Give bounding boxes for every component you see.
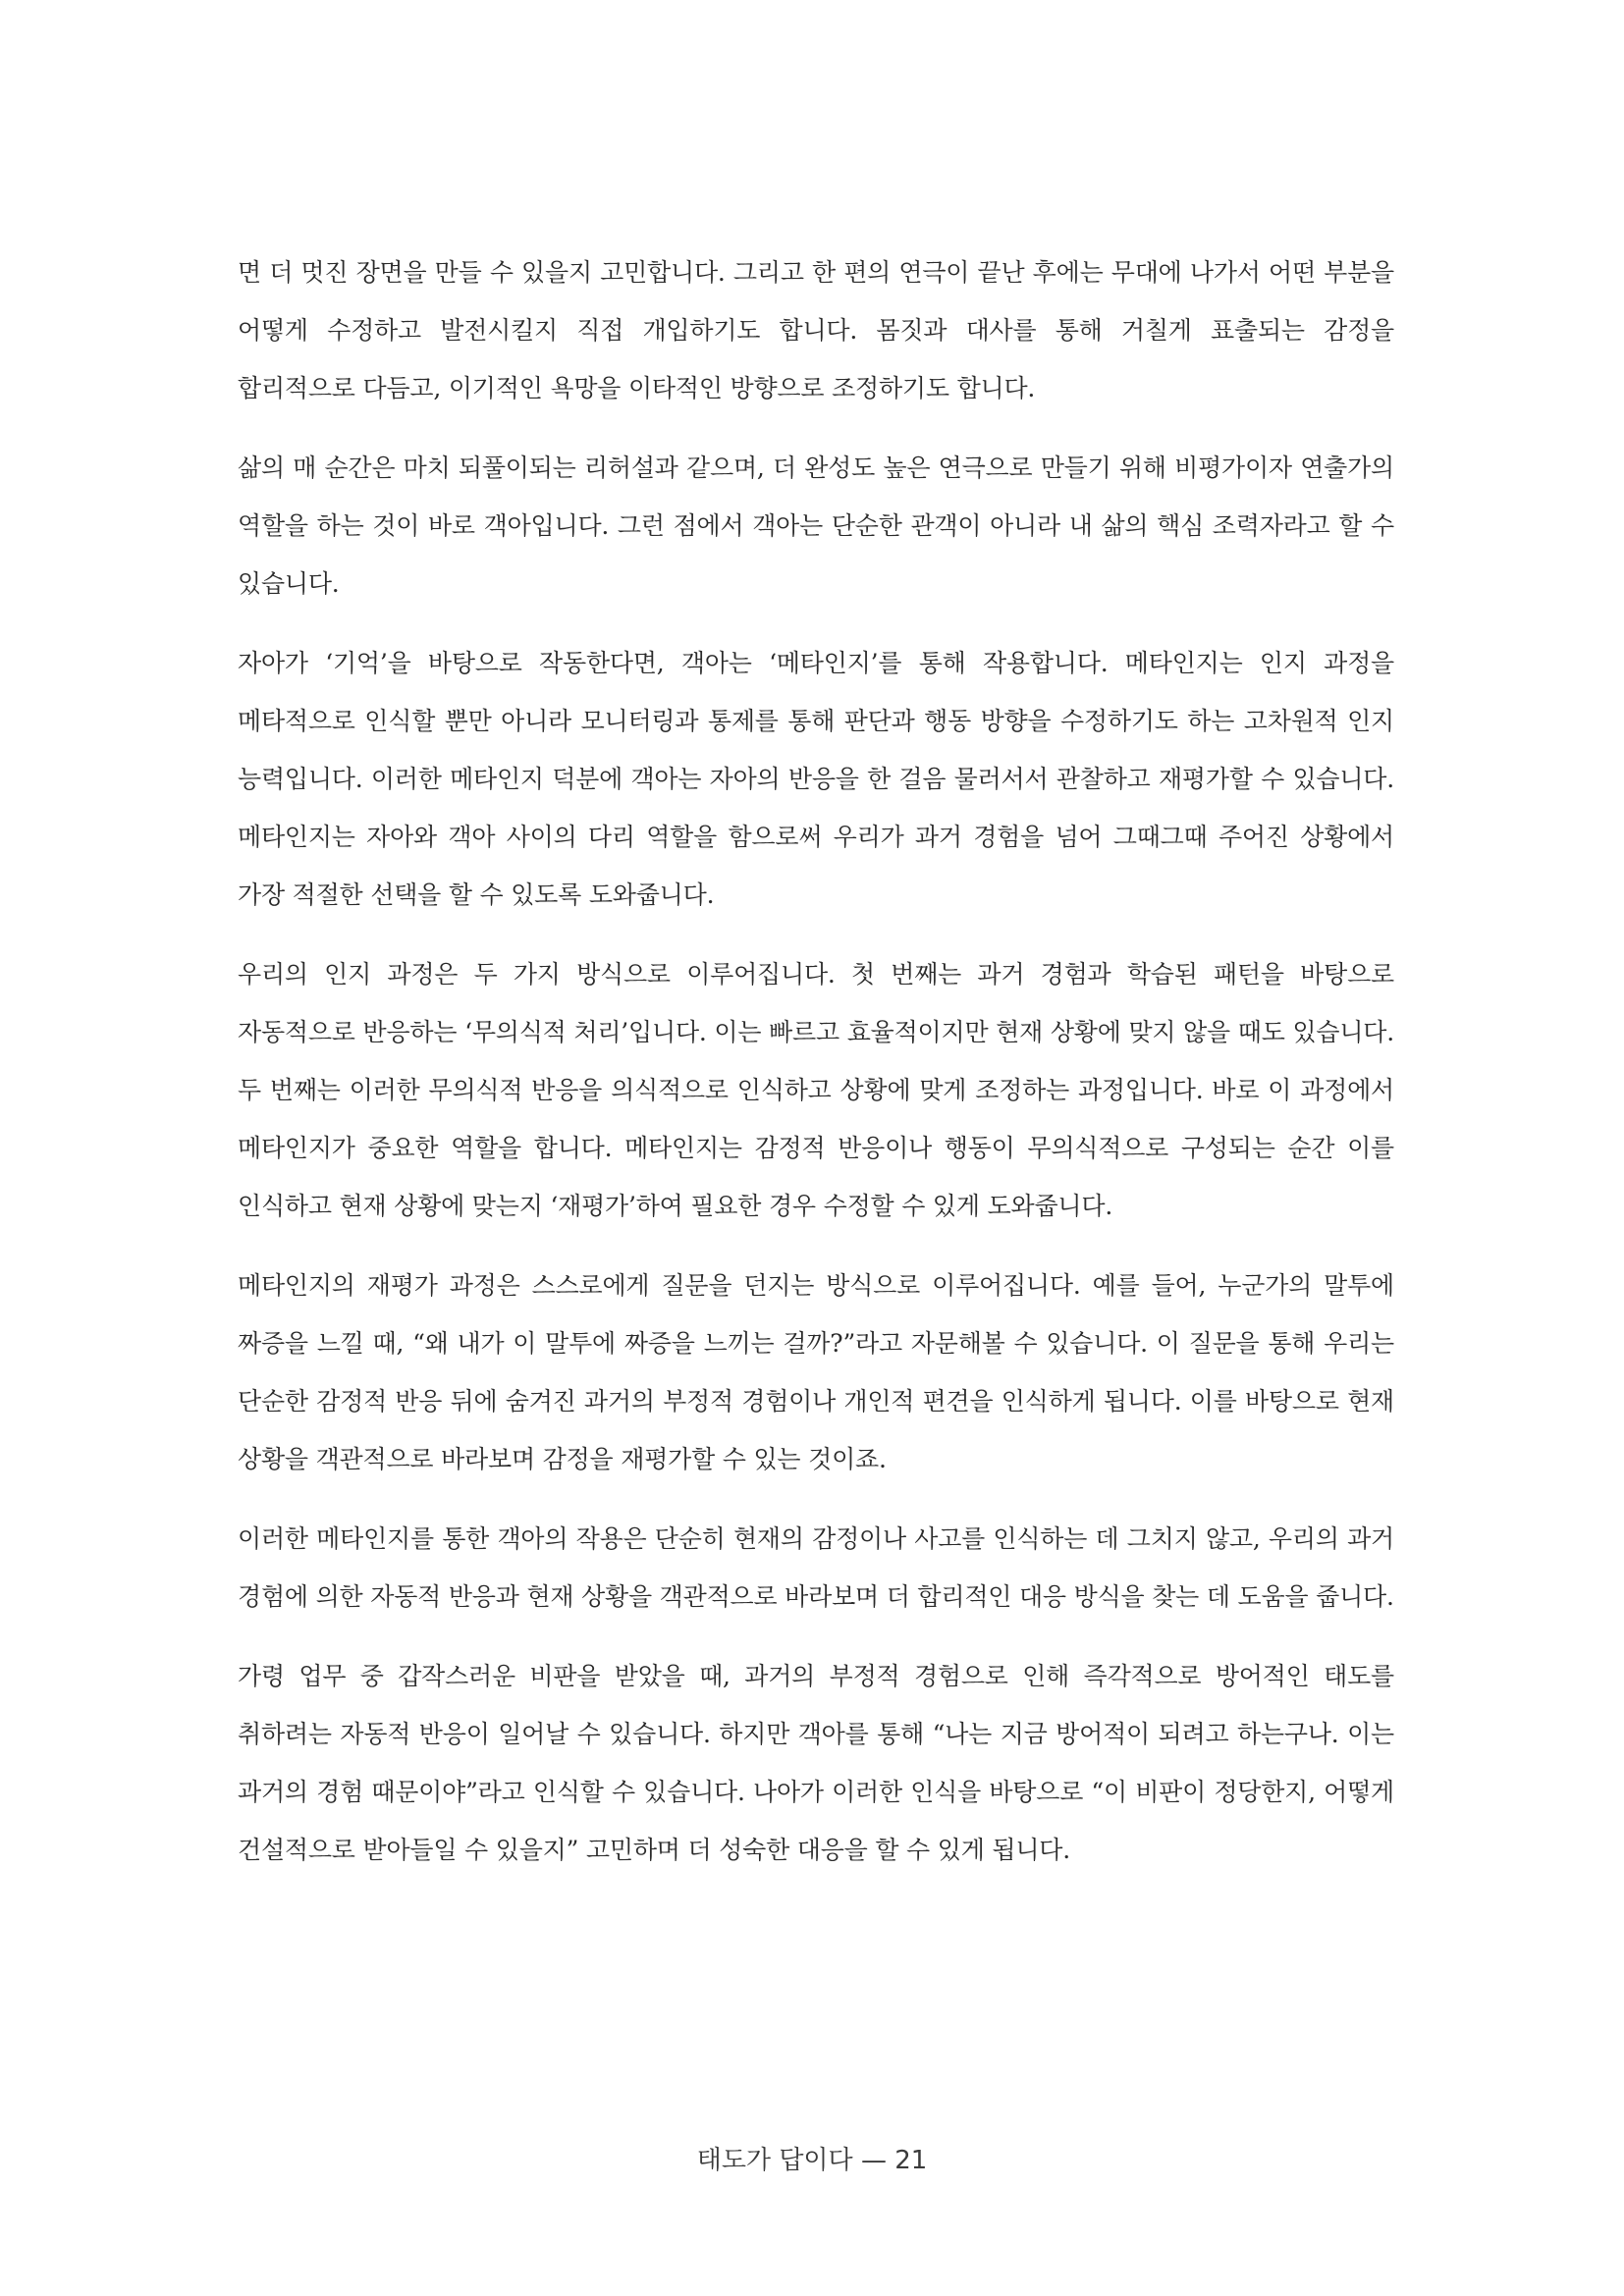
paragraph: 면 더 멋진 장면을 만들 수 있을지 고민합니다. 그리고 한 편의 연극이 끝난 후에는 무대에 나가서 어떤 부분을 어떻게 수정하고 발전시킬지 직접 개입하기도 합니다. 몸짓과 대사를 통해 거칠게 표출되는 감정을 합리적으로 다듬고, 이기적인 욕망을 이타적인 방향으로 조정하기도 합니다.	[238, 258, 1394, 402]
paragraph: 자아가 ‘기억’을 바탕으로 작동한다면, 객아는 ‘메타인지’를 통해 작용합니다. 메타인지는 인지 과정을 메타적으로 인식할 뿐만 아니라 모니터링과 통제를 통해 판단과 행동 방향을 수정하기도 하는 고차원적 인지 능력입니다. 이러한 메타인지 덕분에 객아는 자아의 반응을 한 걸음 물러서서 관찰하고 재평가할 수 있습니다. 메타인지는 자아와 객아 사이의 다리 역할을 함으로써 우리가 과거 경험을 넘어 그때그때 주어진 상황에서 가장 적절한 선택을 할 수 있도록 도와줍니다.	[238, 649, 1394, 909]
paragraph: 삶의 매 순간은 마치 되풀이되는 리허설과 같으며, 더 완성도 높은 연극으로 만들기 위해 비평가이자 연출가의 역할을 하는 것이 바로 객아입니다. 그런 점에서 객아는 단순한 관객이 아니라 내 삶의 핵심 조력자라고 할 수 있습니다.	[238, 454, 1394, 598]
footer-separator: —	[860, 2146, 887, 2175]
paragraph: 우리의 인지 과정은 두 가지 방식으로 이루어집니다. 첫 번째는 과거 경험과 학습된 패턴을 바탕으로 자동적으로 반응하는 ‘무의식적 처리’입니다. 이는 빠르고 효율적이지만 현재 상황에 맞지 않을 때도 있습니다. 두 번째는 이러한 무의식적 반응을 의식적으로 인식하고 상황에 맞게 조정하는 과정입니다. 바로 이 과정에서 메타인지가 중요한 역할을 합니다. 메타인지는 감정적 반응이나 행동이 무의식적으로 구성되는 순간 이를 인식하고 현재 상황에 맞는지 ‘재평가’하여 필요한 경우 수정할 수 있게 도와줍니다.	[238, 960, 1394, 1220]
body-text	[238, 243, 1394, 1900]
footer-page-number: 21	[894, 2146, 928, 2175]
footer-book-title: 태도가 답이다	[696, 2146, 853, 2175]
page-footer	[0, 2140, 1624, 2176]
paragraph: 이러한 메타인지를 통한 객아의 작용은 단순히 현재의 감정이나 사고를 인식하는 데 그치지 않고, 우리의 과거 경험에 의한 자동적 반응과 현재 상황을 객관적으로 바라보며 더 합리적인 대응 방식을 찾는 데 도움을 줍니다.	[238, 1524, 1394, 1611]
paragraph: 메타인지의 재평가 과정은 스스로에게 질문을 던지는 방식으로 이루어집니다. 예를 들어, 누군가의 말투에 짜증을 느낄 때, “왜 내가 이 말투에 짜증을 느끼는 걸까?”라고 자문해볼 수 있습니다. 이 질문을 통해 우리는 단순한 감정적 반응 뒤에 숨겨진 과거의 부정적 경험이나 개인적 편견을 인식하게 됩니다. 이를 바탕으로 현재 상황을 객관적으로 바라보며 감정을 재평가할 수 있는 것이죠.	[238, 1271, 1394, 1473]
paragraph: 가령 업무 중 갑작스러운 비판을 받았을 때, 과거의 부정적 경험으로 인해 즉각적으로 방어적인 태도를 취하려는 자동적 반응이 일어날 수 있습니다. 하지만 객아를 통해 “나는 지금 방어적이 되려고 하는구나. 이는 과거의 경험 때문이야”라고 인식할 수 있습니다. 나아가 이러한 인식을 바탕으로 “이 비판이 정당한지, 어떻게 건설적으로 받아들일 수 있을지” 고민하며 더 성숙한 대응을 할 수 있게 됩니다.	[238, 1662, 1394, 1864]
